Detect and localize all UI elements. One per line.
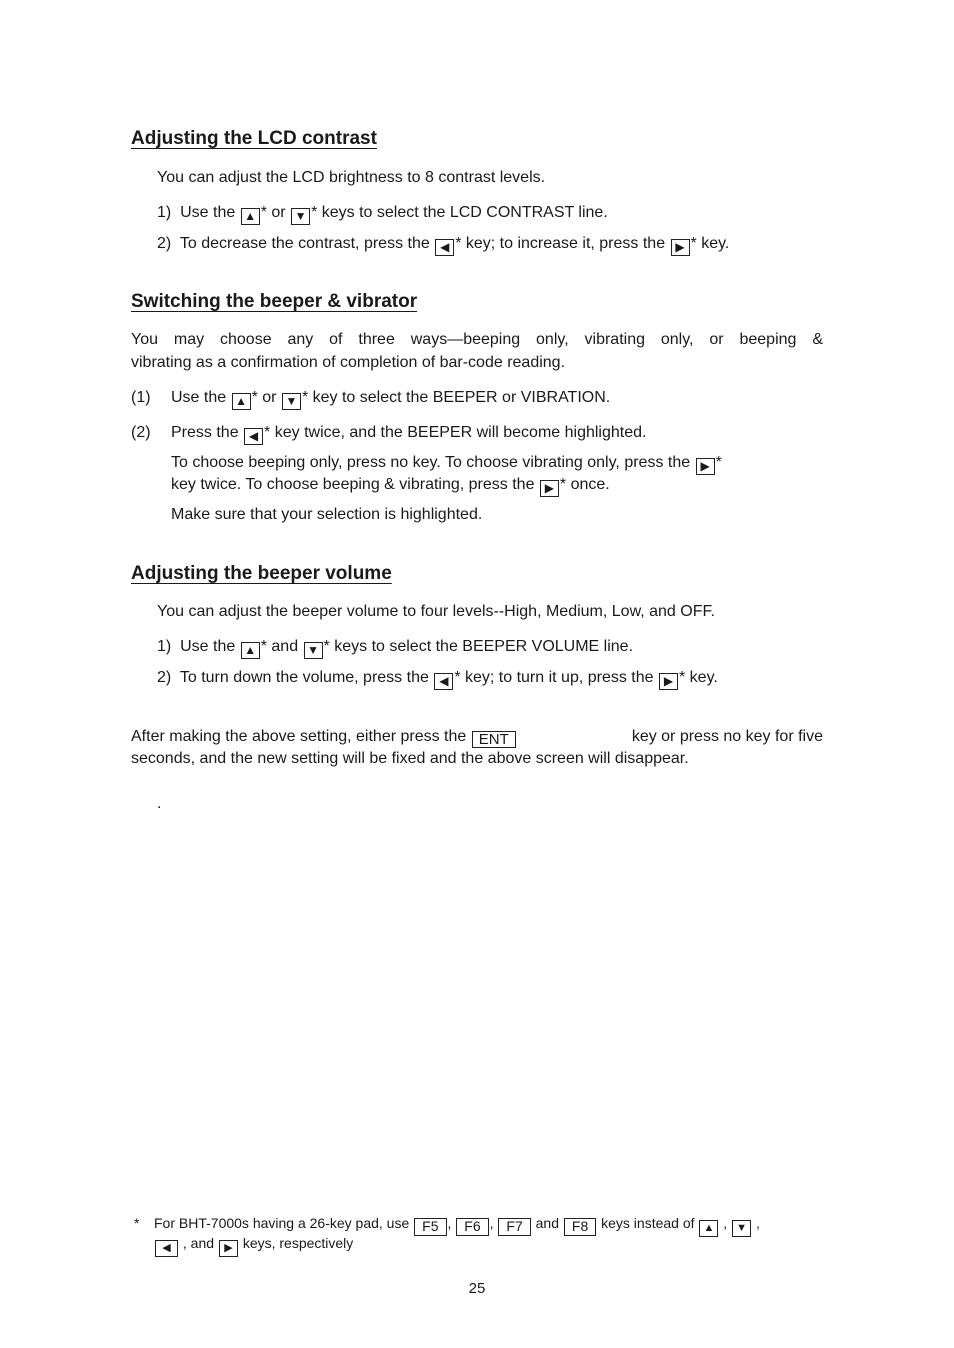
step-text: * key; to increase it, press the: [455, 235, 666, 252]
right-key-icon: ▶: [696, 458, 715, 475]
footnote-star: *: [134, 1215, 140, 1231]
step-text: * or: [260, 204, 286, 221]
after-line-2: seconds, and the new setting will be fixed and the above screen will disappear.: [131, 750, 689, 767]
para-text: *: [715, 454, 722, 471]
step-text: Use the: [171, 389, 227, 406]
footnote-text: , and: [182, 1235, 215, 1251]
volume-step-1: [157, 636, 633, 659]
beeper-para-3: Make sure that your selection is highlighted.: [171, 506, 483, 523]
step-text: Use the: [180, 204, 236, 221]
footnote-text: keys, respectively: [242, 1235, 354, 1251]
para-text: To choose beeping only, press no key. To choose vibrating only, press the: [171, 454, 691, 471]
left-key-icon: ◀: [155, 1240, 178, 1257]
right-key-icon: ▶: [671, 239, 690, 256]
up-key-icon: ▲: [699, 1220, 718, 1237]
up-key-icon: ▲: [241, 208, 260, 225]
right-key-icon: ▶: [659, 673, 678, 690]
volume-intro: You can adjust the beeper volume to four levels--High, Medium, Low, and OFF.: [157, 603, 715, 620]
up-key-icon: ▲: [232, 393, 251, 410]
step-text: * and: [260, 638, 299, 655]
step-text: * key.: [679, 669, 718, 686]
step-text: Use the: [180, 638, 236, 655]
step-text: To turn down the volume, press the: [179, 669, 429, 686]
step-number: 2): [157, 669, 172, 686]
step-text: To decrease the contrast, press the: [179, 235, 430, 252]
lcd-step-2: [157, 233, 729, 256]
footnote-line-2: [154, 1233, 353, 1257]
left-key-icon: ◀: [244, 428, 263, 445]
heading-beeper-vibrator: Switching the beeper & vibrator: [131, 291, 418, 312]
heading-beeper-volume: Adjusting the beeper volume: [131, 563, 392, 584]
step-text: * keys to select the BEEPER VOLUME line.: [323, 638, 634, 655]
footnote-text: keys instead of: [601, 1215, 695, 1231]
beeper-intro-line-1: You may choose any of three ways—beeping only, vibrating only, or beeping &: [131, 331, 823, 348]
step-number: 1): [157, 204, 172, 221]
volume-step-2: [157, 667, 718, 690]
down-key-icon: ▼: [304, 642, 323, 659]
ent-key: ENT: [472, 731, 516, 748]
left-key-icon: ◀: [435, 239, 454, 256]
step-text: Press the: [171, 424, 239, 441]
f5-key: F5: [414, 1218, 446, 1236]
para-text: key twice. To choose beeping & vibrating, press the: [171, 476, 535, 493]
step-text: * or: [251, 389, 277, 406]
right-key-icon: ▶: [540, 480, 559, 497]
step-text: * key twice, and the BEEPER will become highlighted.: [264, 424, 647, 441]
footnote-text: For BHT-7000s having a 26-key pad, use: [154, 1215, 410, 1231]
f6-key: F6: [456, 1218, 488, 1236]
f8-key: F8: [564, 1218, 596, 1236]
stray-dot: .: [157, 795, 162, 812]
heading-lcd-contrast: Adjusting the LCD contrast: [131, 128, 377, 149]
footnote-text: ,: [447, 1215, 452, 1231]
step-number: 2): [157, 235, 172, 252]
step-text: * key; to turn it up, press the: [454, 669, 654, 686]
lcd-step-1: [157, 202, 608, 225]
beeper-para-2: [171, 474, 610, 497]
footnote-text: ,: [723, 1215, 728, 1231]
down-key-icon: ▼: [732, 1220, 751, 1237]
beeper-intro-line-2: vibrating as a confirmation of completion of bar-code reading.: [131, 354, 566, 371]
after-text: [131, 726, 517, 748]
f7-key: F7: [498, 1218, 530, 1236]
beeper-step-1-number: (1): [131, 389, 151, 406]
beeper-step-2-number: (2): [131, 424, 151, 441]
page-number: 25: [468, 1280, 486, 1297]
up-key-icon: ▲: [241, 642, 260, 659]
footnote-text: and: [535, 1215, 559, 1231]
down-key-icon: ▼: [282, 393, 301, 410]
footnote-text: ,: [755, 1215, 760, 1231]
step-text: * key to select the BEEPER or VIBRATION.: [301, 389, 611, 406]
beeper-para-1: [171, 452, 722, 475]
step-text: * keys to select the LCD CONTRAST line.: [311, 204, 608, 221]
after-text-b: key or press no key for five: [631, 728, 823, 745]
step-number: 1): [157, 638, 172, 655]
after-text-a: After making the above setting, either press the: [131, 728, 467, 745]
after-line-1: [131, 726, 823, 748]
left-key-icon: ◀: [434, 673, 453, 690]
lcd-intro: You can adjust the LCD brightness to 8 contrast levels.: [157, 169, 546, 186]
para-text: * once.: [559, 476, 610, 493]
footnote-text: ,: [489, 1215, 494, 1231]
right-key-icon: ▶: [219, 1240, 238, 1257]
beeper-step-1: [171, 387, 610, 410]
step-text: * key.: [690, 235, 730, 252]
down-key-icon: ▼: [291, 208, 310, 225]
beeper-step-2: [171, 422, 646, 445]
